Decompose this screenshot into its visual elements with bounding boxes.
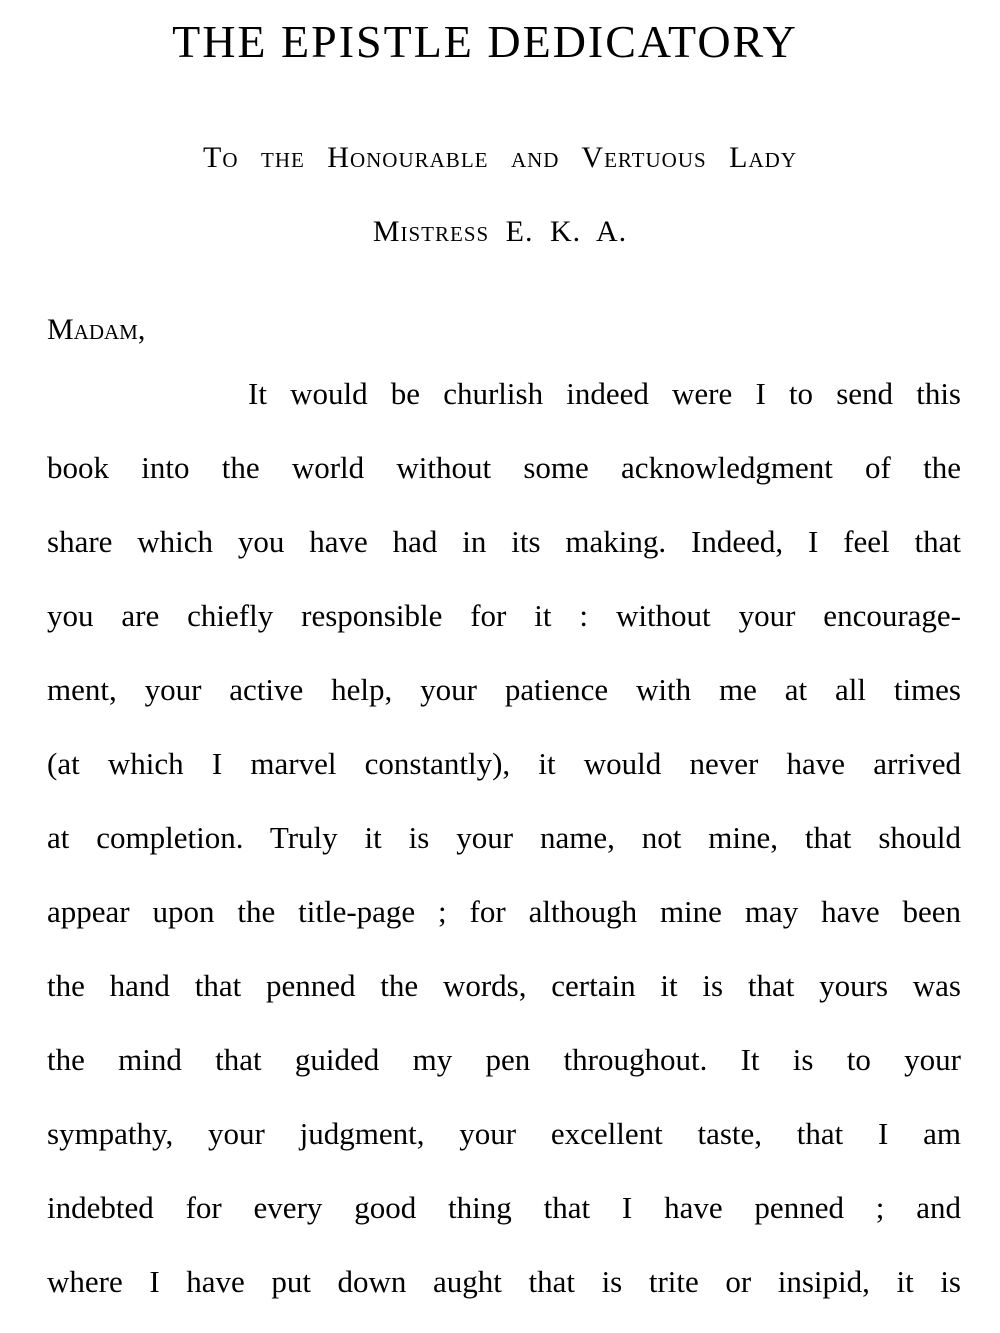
page-title: THE EPISTLE DEDICATORY — [172, 16, 798, 67]
body-text-line: sympathy, your judgment, your excellent taste, that I am — [47, 1116, 961, 1151]
dedicatee-name: Mistress E. K. A. — [372, 215, 628, 248]
body-text-line: at completion. Truly it is your name, not mine, that should — [47, 820, 961, 855]
body-text-line: the hand that penned the words, certain it is that yours was — [47, 968, 961, 1003]
body-text-line: you are chiefly responsible for it : without your encourage- — [47, 598, 961, 633]
body-text-line: ment, your active help, your patience with me at all times — [47, 672, 961, 707]
body-text-line: book into the world without some acknowledgment of the — [47, 450, 961, 485]
body-text-line: share which you have had in its making. Indeed, I feel that — [47, 524, 961, 559]
body-text-line: appear upon the title-page ; for although mine may have been — [47, 894, 961, 929]
body-text-line: the mind that guided my pen throughout. It is to your — [47, 1042, 961, 1077]
salutation: Madam, — [47, 313, 146, 346]
body-text-line: where I have put down aught that is trite or insipid, it is — [47, 1264, 961, 1299]
dedication-heading: To the Honourable and Vertuous Lady — [203, 141, 797, 174]
body-text-line: It would be churlish indeed were I to send this — [248, 376, 961, 411]
body-text-line: (at which I marvel constantly), it would never have arrived — [47, 746, 961, 781]
body-text-line: indebted for every good thing that I have penned ; and — [47, 1190, 961, 1225]
